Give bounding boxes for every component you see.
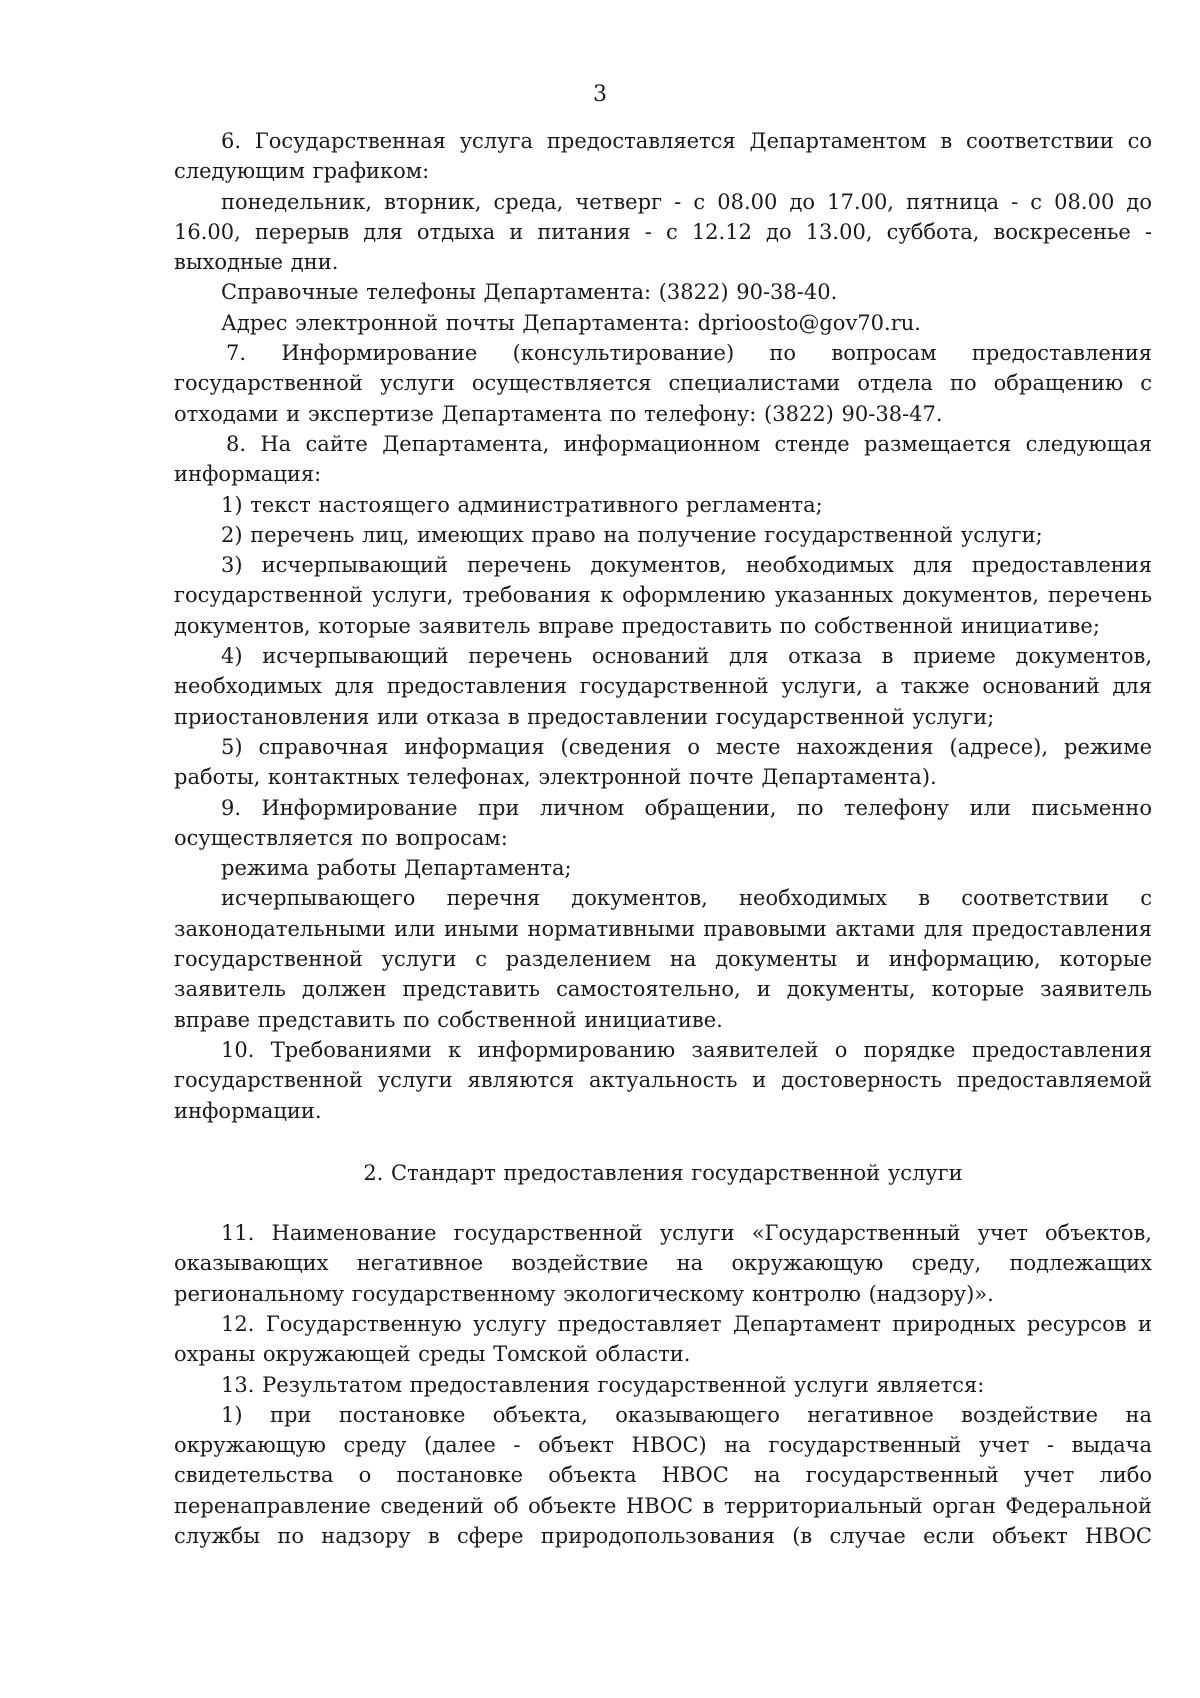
page-number: 3 bbox=[593, 82, 607, 107]
list-item-2: 2) перечень лиц, имеющих право на получение государственной услуги; bbox=[221, 522, 1043, 547]
paragraph-7: 7. Информирование (консультирование) по вопросам предоставления государственной услуги осуществляется специалистами отдела по обращению с отходами и экспертизе Департамента по телефону: (3822) 90-38-47. bbox=[174, 341, 1152, 426]
paragraph-8: 8. На сайте Департамента, информационном стенде размещается следующая информация: bbox=[174, 431, 1152, 487]
paragraph-6: 6. Государственная услуга предоставляется Департаментом в соответствии со следующим графиком: bbox=[174, 129, 1152, 184]
paragraph-documents-list: исчерпывающего перечня документов, необходимых в соответствии с законодательными или иными нормативными правовыми актами для предоставления государственной услуги с разделением на документы и информацию, которые заявитель должен представить самостоятельно, и документы, которые заявитель вправе представить по собственной инициативе. bbox=[174, 886, 1152, 1032]
paragraph-13: 13. Результатом предоставления государственной услуги является: bbox=[221, 1372, 985, 1397]
paragraph-work-mode: режима работы Департамента; bbox=[221, 856, 572, 881]
paragraph-email: Адрес электронной почты Департамента: dpriоosto@gov70.ru. bbox=[221, 310, 921, 335]
paragraph-schedule: понедельник, вторник, среда, четверг - с 08.00 до 17.00, пятница - с 08.00 до 16.00, перерыв для отдыха и питания - с 12.12 до 13.00, суббота, воскресенье - выходные дни. bbox=[174, 189, 1152, 275]
list-item-1: 1) текст настоящего административного регламента; bbox=[221, 492, 823, 517]
list-item-5: 5) справочная информация (сведения о месте нахождения (адресе), режиме работы, контактных телефонах, электронной почте Департамента). bbox=[174, 734, 1152, 790]
section-title: 2. Стандарт предоставления государственной услуги bbox=[363, 1160, 963, 1185]
paragraph-12: 12. Государственную услугу предоставляет Департамент природных ресурсов и охраны окружающей среды Томской области. bbox=[174, 1311, 1152, 1367]
list-item-3: 3) исчерпывающий перечень документов, необходимых для предоставления государственной услуги, требования к оформлению указанных документов, перечень документов, которые заявитель вправе предоставить по собственной инициативе; bbox=[174, 553, 1152, 638]
paragraph-13-item-1: 1) при постановке объекта, оказывающего негативное воздействие на окружающую среду (далее - объект НВОС) на государственный учет - выдача свидетельства о постановке объекта НВОС на государственный учет либо перенаправление сведений об объекте НВОС в территориальный орган Федеральной службы по надзору в сфере природопользования (в случае если объект НВОС bbox=[174, 1402, 1152, 1549]
list-item-4: 4) исчерпывающий перечень оснований для отказа в приеме документов, необходимых для предоставления государственной услуги, а также оснований для приостановления или отказа в предоставлении государственной услуги; bbox=[174, 644, 1152, 729]
paragraph-phones: Справочные телефоны Департамента: (3822) 90-38-40. bbox=[221, 280, 838, 305]
paragraph-9: 9. Информирование при личном обращении, по телефону или письменно осуществляется по вопросам: bbox=[174, 795, 1152, 850]
paragraph-11: 11. Наименование государственной услуги «Государственный учет объектов, оказывающих негативное воздействие на окружающую среду, подлежащих региональному государственному экологическому контролю (надзору)». bbox=[174, 1221, 1152, 1306]
paragraph-10: 10. Требованиями к информированию заявителей о порядке предоставления государственной услуги являются актуальность и достоверность предоставляемой информации. bbox=[174, 1037, 1152, 1123]
document-body bbox=[174, 126, 1152, 1551]
